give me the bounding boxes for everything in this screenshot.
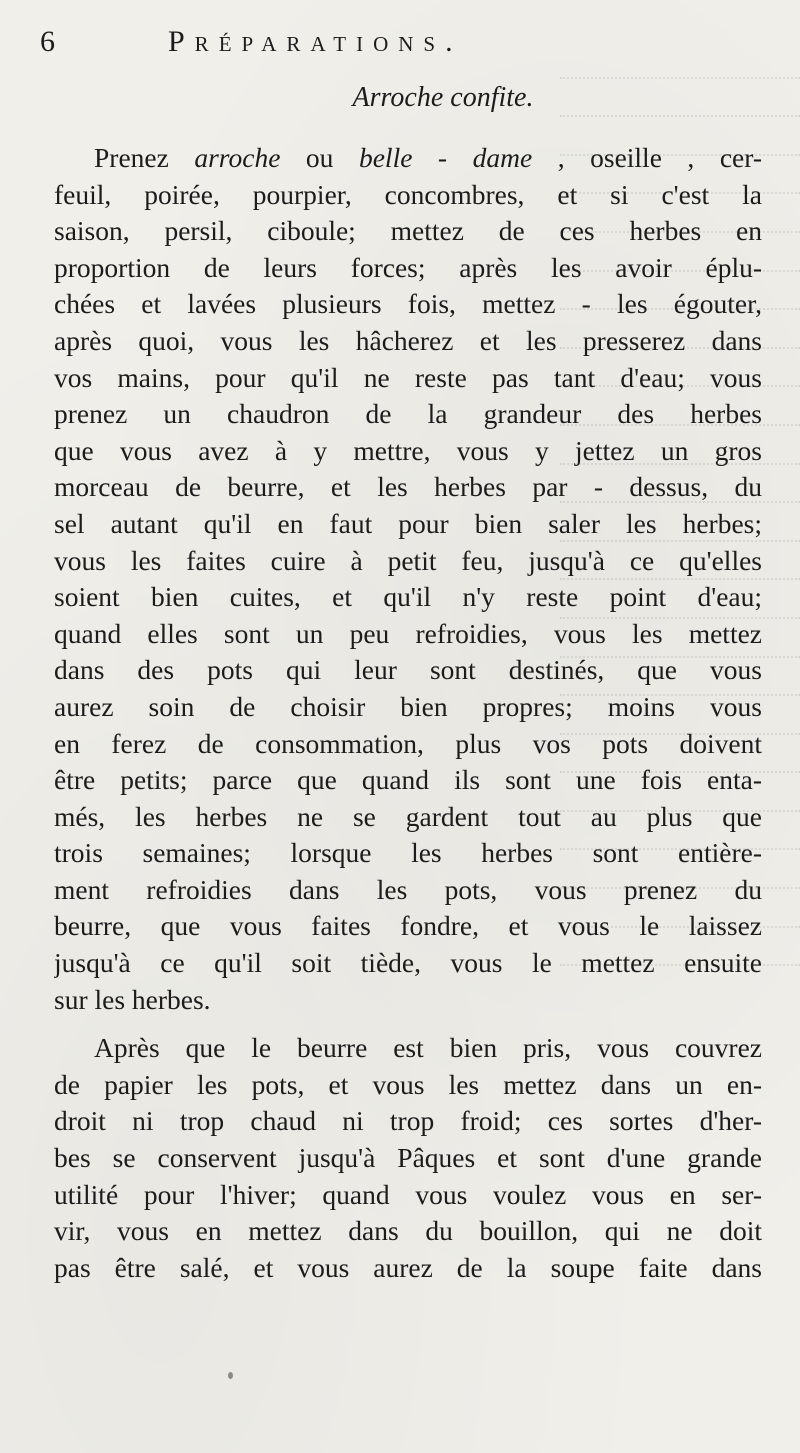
- text-line: vous les faites cuire à petit feu, jusqu'à ce qu'elles: [54, 544, 762, 576]
- text-line: vos mains, pour qu'il ne reste pas tant d'eau; vous: [54, 361, 762, 393]
- text-line: soient bien cuites, et qu'il n'y reste point d'eau;: [54, 581, 762, 613]
- text-line: en ferez de consommation, plus vos pots doivent: [54, 727, 762, 759]
- text-line: de papier les pots, et vous les mettez dans un en-: [54, 1068, 762, 1100]
- text-line: quand elles sont un peu refroidies, vous les mettez: [54, 617, 762, 649]
- text-line: jusqu'à ce qu'il soit tiède, vous le mettez ensuite: [54, 947, 762, 979]
- text-line: ment refroidies dans les pots, vous prenez du: [54, 873, 762, 905]
- text-line: que vous avez à y mettre, vous y jettez un gros: [54, 434, 762, 466]
- text-line: être petits; parce que quand ils sont une fois enta-: [54, 764, 762, 796]
- text-line: feuil, poirée, pourpier, concombres, et si c'est la: [54, 178, 762, 210]
- text-line: sel autant qu'il en faut pour bien saler les herbes;: [54, 507, 762, 539]
- text-line: vir, vous en mettez dans du bouillon, qui ne doit: [54, 1215, 762, 1247]
- running-head: Préparations.: [168, 25, 463, 58]
- page-number: 6: [40, 25, 55, 58]
- paper-speck: [228, 1372, 233, 1379]
- text-line: pas être salé, et vous aurez de la soupe faite dans: [54, 1251, 762, 1283]
- page-header: [40, 22, 600, 62]
- text-line: droit ni trop chaud ni trop froid; ces sortes d'her-: [54, 1105, 762, 1137]
- text-line: beurre, que vous faites fondre, et vous le laissez: [54, 910, 762, 942]
- text-line: aurez soin de choisir bien propres; moins vous: [54, 690, 762, 722]
- text-line-first: Prenez arroche ou belle - dame , oseille , cer-: [94, 142, 762, 173]
- text-line: proportion de leurs forces; après les avoir éplu-: [54, 251, 762, 283]
- text-line: prenez un chaudron de la grandeur des herbes: [54, 398, 762, 430]
- text-line: Après que le beurre est bien pris, vous couvrez: [94, 1032, 762, 1064]
- text-line: chées et lavées plusieurs fois, mettez - les égouter,: [54, 288, 762, 320]
- body-text: [54, 140, 762, 1286]
- text-line: utilité pour l'hiver; quand vous voulez vous en ser-: [54, 1178, 762, 1210]
- text-line: bes se conservent jusqu'à Pâques et sont d'une grande: [54, 1142, 762, 1174]
- text-line: més, les herbes ne se gardent tout au plus que: [54, 800, 762, 832]
- text-line: saison, persil, ciboule; mettez de ces herbes en: [54, 215, 762, 247]
- section-title: Arroche confite.: [352, 82, 534, 113]
- text-line: après quoi, vous les hâcherez et les presserez dans: [54, 324, 762, 356]
- text-line: morceau de beurre, et les herbes par - dessus, du: [54, 471, 762, 503]
- text-line: trois semaines; lorsque les herbes sont entière-: [54, 837, 762, 869]
- text-line: sur les herbes.: [54, 983, 211, 1015]
- paragraph-gap: [54, 1018, 762, 1030]
- text-line: dans des pots qui leur sont destinés, que vous: [54, 654, 762, 686]
